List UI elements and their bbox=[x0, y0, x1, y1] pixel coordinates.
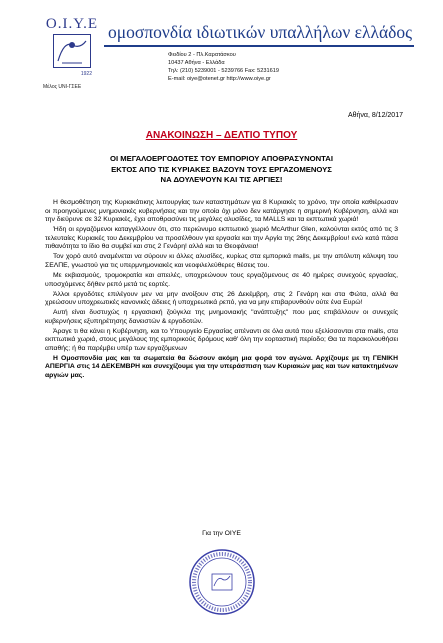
paragraph: Τον χορό αυτό αναμένεται να σύρουν κι άλλες αλυσίδες, κυρίως στα εμπορικά malls, με την απόλυτη κάλυψη του ΣΕΛΠΕ, γνωστού για τις υπερμνημονιακές και νεοφιλελεύθερες θέσεις του. bbox=[45, 253, 398, 269]
document-date: Αθήνα, 8/12/2017 bbox=[347, 112, 403, 119]
paragraph: Η θεσμοθέτηση της Κυριακάτικης λειτουργίας των καταστημάτων για 8 Κυριακές το χρόνο, την οποία καθιέρωσαν οι προηγούμενες μνημονιακές κυβερνήσεις και την οποία όχι μόνο δεν κατάργησε η σημερινή Κυβέρνηση, αλλά και την διεύρυνε σε 32 Κυριακές, έχει αποθρασύνει τις μεγάλες αλυσίδες, τα MALLS και τα εκπτωτικά χωριά! bbox=[45, 199, 398, 224]
address-line: 10437 Αθήνα - Ελλάδα bbox=[168, 60, 225, 66]
oiye-logo bbox=[43, 16, 101, 77]
contact-phone-fax: Τηλ: (210) 5239001 - 5239766 Fax: 5231619 bbox=[168, 68, 279, 74]
sign-off: Για την ΟΙΥΕ bbox=[202, 530, 241, 537]
headline-line: ΟΙ ΜΕΓΑΛΟΕΡΓΟΔΟΤΕΣ ΤΟΥ ΕΜΠΟΡΙΟΥ ΑΠΟΘΡΑΣΥΝΟΝΤΑΙ bbox=[110, 154, 333, 163]
contact-email-web: E-mail: oiye@otenet.gr http://www.oiye.gr bbox=[168, 76, 271, 82]
organization-name: ομοσπονδία ιδιωτικών υπαλλήλων ελλάδος bbox=[108, 22, 413, 42]
paragraph: Με εκβιασμούς, τρομοκρατία και απειλές, υποχρεώνουν τους εργαζόμενους σε 40 ημέρες συνεχούς εργασίας, υποσχόμενες δήθεν ρεπό μετά τις εορτές. bbox=[45, 271, 398, 288]
logo-year: 1922 bbox=[80, 71, 92, 77]
headline-line: ΕΚΤΟΣ ΑΠΟ ΤΙΣ ΚΥΡΙΑΚΕΣ ΒΑΖΟΥΝ ΤΟΥΣ ΕΡΓΑΖΟΜΕΝΟΥΣ bbox=[111, 164, 332, 174]
paragraph: Αυτή είναι δυστυχώς η εργασιακή ζούγκλα της μνημονιακής "ανάπτυξης" που μας επιβάλλουν οι συνεχείς κυβερνήσεις εξυπηρέτησης δανειστών & εργοδοτών. bbox=[45, 309, 398, 325]
stamp-seal-icon bbox=[188, 548, 256, 616]
emblem-figure-icon bbox=[54, 35, 90, 67]
paragraph: Άραγε τι θα κάνει η Κυβέρνηση, και το Υπουργείο Εργασίας απέναντι σε όλα αυτά που εξελίσσονται στα malls, στα εκπτωτικά χωριά, στους μεγάλους της εμπορικούς δρόμους καθ' όλη την εορταστική περίοδο; Θα τα παρακολουθήσει απαθής; ή θα παρέμβει υπέρ των εργαζόμενων bbox=[45, 327, 398, 352]
paragraph: Άλλοι εργοδότες επιλέγουν μεν να μην ανοίξουν στις 26 Δεκέμβρη, στις 2 Γενάρη και στα Φώτα, αλλά θα χρεώσουν υποχρεωτικές κανονικές άδειες ή υποχρεωτικά ρεπό, για να μην επιβαρυνθούν ούτε ένα Ευρώ! bbox=[45, 290, 398, 307]
closing-statement: Η Ομοσπονδία μας και τα σωματεία θα δώσουν ακόμη μια φορά τον αγώνα. Αρχίζουμε με τη ΓΕΝΙΚΗ ΑΠΕΡΓΙΑ στις 14 ΔΕΚΕΜΒΡΗ και συνεχίζουμε για την υπεράσπιση των Κυριακών μας και των κατακτημένων αργιών μας. bbox=[45, 354, 398, 380]
header-divider bbox=[104, 45, 414, 47]
headline-line: ΝΑ ΔΟΥΛΕΨΟΥΝ ΚΑΙ ΤΙΣ ΑΡΓΙΕΣ! bbox=[160, 175, 283, 184]
logo-emblem bbox=[53, 34, 92, 77]
address-line: Φειδίου 2 - Πλ.Καρατάσκου bbox=[168, 52, 236, 58]
logo-text: O.I.Y.E bbox=[45, 16, 99, 32]
headline bbox=[30, 154, 413, 186]
membership-label: Μέλος UNI-ΓΣΕΕ bbox=[43, 84, 82, 90]
body-text bbox=[45, 199, 398, 382]
document-title: ΑΝΑΚΟΙΝΩΣΗ – ΔΕΛΤΙΟ ΤΥΠΟΥ bbox=[145, 130, 298, 141]
paragraph: Ήδη οι εργαζόμενοι καταγγέλλουν ότι, στο περιώνυμο εκπτωτικό χωριό McArthur Glen, καλούνται εκτός από τις 3 τελευταίες Κυριακές του Δεκεμβρίου να προσέλθουν για εργασία και την Αργία της 26ης Δεκεμβρίου! ενώ κατά πάσα πιθανότητα το ίδιο θα συμβεί και στις 2 Γενάρη! αλλά και τα Θεοφάνεια! bbox=[45, 226, 398, 251]
official-stamp bbox=[188, 548, 256, 616]
